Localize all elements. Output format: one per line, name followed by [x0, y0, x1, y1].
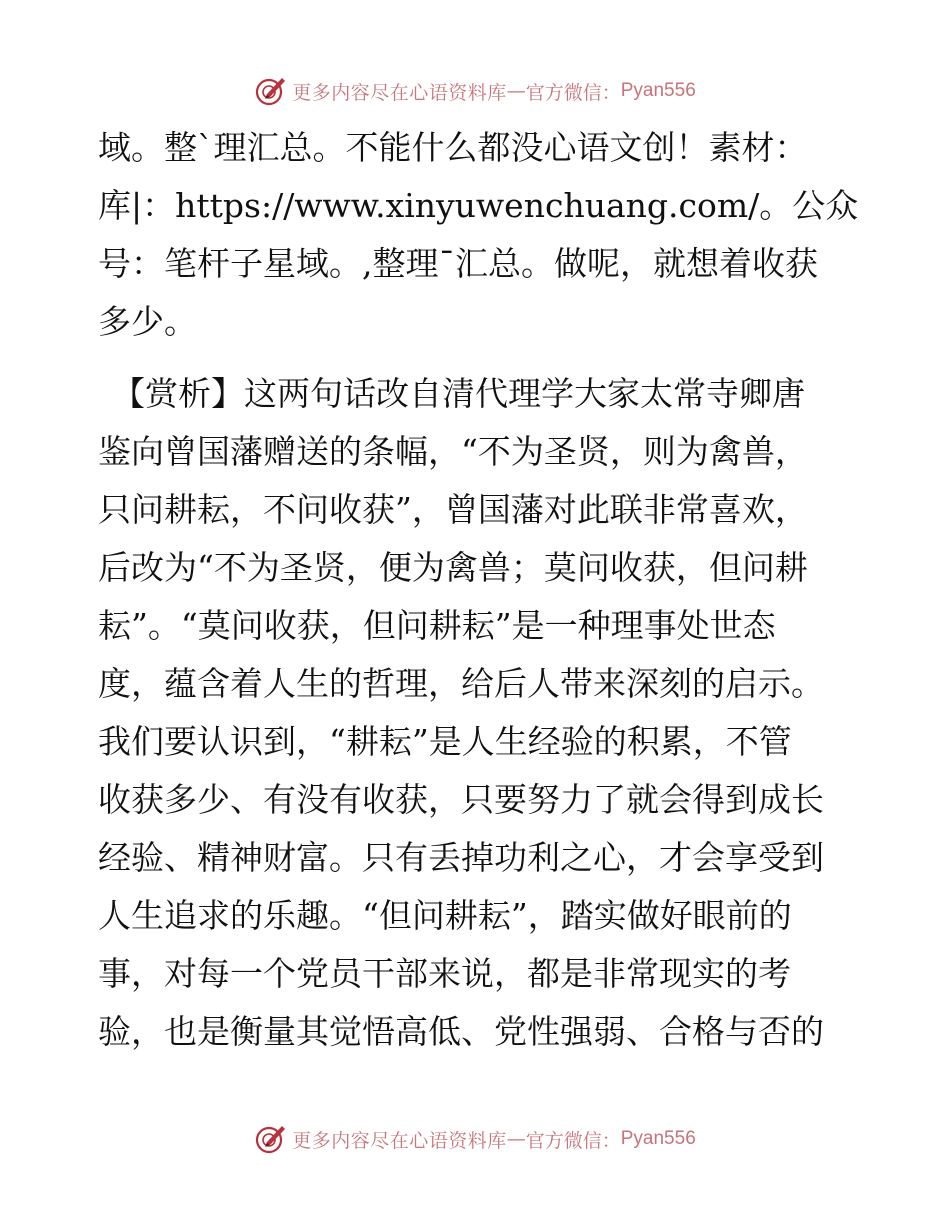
text-line: 多少。	[98, 302, 197, 341]
footer-watermark-banner	[0, 1118, 950, 1160]
banner-wechat-id: Pyan556	[620, 1128, 696, 1149]
banner-slogan: 更多内容尽在心语资料库	[292, 81, 507, 104]
text-line: 经验、精神财富。只有丢掉功利之心，才会享受到	[98, 838, 824, 877]
text-line: 【赏析】这两句话改自清代理学大家太常寺卿唐	[112, 374, 805, 413]
text-line: 度，蕴含着人生的哲理，给后人带来深刻的启示。	[98, 664, 824, 703]
header-watermark-banner	[0, 70, 950, 112]
text-line: 域。整`理汇总。不能什么都没心语文创！素材：	[98, 128, 808, 167]
banner-separator: —	[506, 80, 526, 102]
text-line: 验，也是衡量其觉悟高低、党性强弱、合格与否的	[98, 1012, 824, 1051]
text-line: 事，对每一个党员干部来说，都是非常现实的考	[98, 954, 791, 993]
text-line-url: 库|：https://www.xinyuwenchuang.com/。公众	[98, 186, 858, 225]
text-line: 耘”。“莫问收获，但问耕耘”是一种理事处世态	[98, 606, 776, 645]
banner-wechat-id: Pyan556	[620, 80, 696, 101]
document-body	[98, 119, 858, 1061]
text-line: 鉴向曾国藩赠送的条幅，“不为圣贤，则为禽兽，	[98, 432, 808, 471]
text-line: 人生追求的乐趣。“但问耕耘”，踏实做好眼前的	[98, 896, 792, 935]
banner-wechat-label: 官方微信：	[525, 1129, 621, 1152]
text-line: 收获多少、有没有收获，只要努力了就会得到成长	[98, 780, 824, 819]
text-line: 我们要认识到，“耕耘”是人生经验的积累，不管	[98, 722, 792, 761]
text-line: 只问耕耘，不问收获”，曾国藩对此联非常喜欢，	[98, 490, 808, 529]
paragraph-gap	[98, 351, 858, 365]
text-line: 后改为“不为圣贤，便为禽兽；莫问收获，但问耕	[98, 548, 808, 587]
banner-slogan: 更多内容尽在心语资料库	[292, 1129, 507, 1152]
pen-in-circle-logo-icon	[254, 74, 288, 108]
text-line: 号：笔杆子星域。,整理¯汇总。做呢，就想着收获	[98, 244, 818, 283]
paragraph-2	[98, 365, 858, 1061]
paragraph-1	[98, 119, 858, 351]
pen-in-circle-logo-icon	[254, 1122, 288, 1156]
banner-wechat-label: 官方微信：	[525, 81, 621, 104]
banner-separator: —	[506, 1128, 526, 1150]
